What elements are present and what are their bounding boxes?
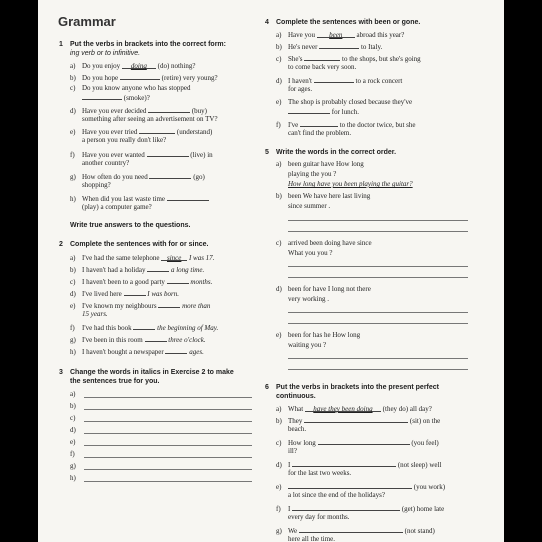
list-item: e) I've known my neighbours more than <box>70 302 211 310</box>
answer-blank[interactable] <box>167 194 209 201</box>
list-item: 15 years. <box>82 310 108 318</box>
answer-line[interactable] <box>288 277 468 278</box>
list-item: b) Do you hope (retire) very young? <box>70 74 218 82</box>
page-title: Grammar <box>58 14 116 29</box>
list-item: d) I've lived here I was born. <box>70 290 179 298</box>
list-item: c) How long (you feel) <box>276 439 439 447</box>
list-item: b) They (sit) on the <box>276 417 441 425</box>
answer-line[interactable] <box>84 445 252 446</box>
list-item: a) <box>70 390 76 398</box>
answer-blank[interactable] <box>292 460 396 467</box>
answer-blank[interactable] <box>304 416 408 423</box>
answer-line[interactable] <box>288 358 468 359</box>
left-column <box>58 0 268 542</box>
answer-blank[interactable] <box>133 323 155 330</box>
list-item: g) I've been in this room three o'clock. <box>70 336 206 344</box>
list-item: b) He's never to Italy. <box>276 43 383 51</box>
list-item: for ages. <box>288 85 313 93</box>
right-column <box>264 0 496 542</box>
answer-line[interactable] <box>84 469 252 470</box>
answer-line[interactable] <box>288 266 468 267</box>
answer-line[interactable] <box>84 481 252 482</box>
answer-blank[interactable] <box>299 526 403 533</box>
answer-blank[interactable] <box>314 76 354 83</box>
list-item: (play) a computer game? <box>82 203 152 211</box>
list-item: can't find the problem. <box>288 129 352 137</box>
answer-blank[interactable]: have they been doing <box>305 405 381 412</box>
list-item: for the last two weeks. <box>288 469 352 477</box>
exercise-5-header: 5 Write the words in the correct order. <box>265 149 397 156</box>
list-item: a person you really don't like? <box>82 136 167 144</box>
list-item: b) I haven't had a holiday a long time. <box>70 266 205 274</box>
answer-blank[interactable] <box>148 106 190 113</box>
answer-line[interactable] <box>84 433 252 434</box>
answer-line[interactable] <box>288 369 468 370</box>
list-item: shopping? <box>82 181 111 189</box>
exercise-6-header: 6 Put the verbs in brackets into the present perfect continuous. <box>265 384 439 400</box>
list-item: here all the time. <box>288 535 336 542</box>
list-item: f) I've had this book the beginning of May. <box>70 324 219 332</box>
answer-blank[interactable] <box>149 172 191 179</box>
list-item: to come back very soon. <box>288 63 357 71</box>
list-item: d) <box>70 426 76 434</box>
answer-blank[interactable] <box>304 54 340 61</box>
list-item: e) been for has he How long <box>276 331 361 339</box>
answer-line[interactable] <box>84 457 252 458</box>
list-item: something after seeing an advertisement on TV? <box>82 115 218 123</box>
list-item: e) (you work) <box>276 483 446 491</box>
list-item: a) been guitar have How long <box>276 160 364 168</box>
list-item: ill? <box>288 447 297 455</box>
answer-line[interactable] <box>84 421 252 422</box>
list-item: d) I (not sleep) well <box>276 461 442 469</box>
write-instruction: Write true answers to the questions. <box>70 222 191 229</box>
answer-line[interactable] <box>84 397 252 398</box>
list-item: for lunch. <box>288 107 359 117</box>
answer-line[interactable] <box>288 323 468 324</box>
list-item: playing the you ? <box>288 170 337 178</box>
list-item: a) Do you enjoy doing (do) nothing? <box>70 62 196 70</box>
answer-blank[interactable] <box>165 347 187 354</box>
list-item: d) been for have I long not there <box>276 285 371 293</box>
exercise-3-header: 3 Change the words in italics in Exercise 2 to make the sentences true for you. <box>59 369 234 385</box>
exercise-number: 1 <box>59 41 63 48</box>
answer-blank[interactable]: doing <box>122 62 156 69</box>
list-item: f) I've to the doctor twice, but she <box>276 121 416 129</box>
list-item: e) <box>70 438 76 446</box>
list-item: h) I haven't bought a newspaper ages. <box>70 348 204 356</box>
exercise-4-header: 4 Complete the sentences with been or gone. <box>265 19 421 26</box>
list-item: a) Have you been abroad this year? <box>276 31 405 39</box>
answer-blank[interactable] <box>120 73 160 80</box>
answer-blank[interactable] <box>167 277 189 284</box>
answer-blank[interactable] <box>319 42 359 49</box>
list-item: a) What have they been doing (they do) all day? <box>276 405 432 413</box>
answer-line[interactable] <box>288 220 468 221</box>
answer-blank[interactable] <box>288 107 330 114</box>
list-item: h) <box>70 474 76 482</box>
handwritten-answer[interactable]: How long have you been playing the guitar? <box>288 180 413 188</box>
answer-blank[interactable] <box>82 93 122 100</box>
answer-blank[interactable] <box>139 127 175 134</box>
answer-blank[interactable] <box>158 301 180 308</box>
list-item: another country? <box>82 159 130 167</box>
answer-blank[interactable] <box>318 438 410 445</box>
list-item: h) When did you last waste time <box>70 194 209 204</box>
list-item: waiting you ? <box>288 341 327 349</box>
exercise-1-header <box>59 40 226 58</box>
list-item: d) Have you ever decided (buy) <box>70 107 208 115</box>
answer-line[interactable] <box>84 409 252 410</box>
list-item: e) The shop is probably closed because they've <box>276 98 413 106</box>
list-item: very working . <box>288 295 330 303</box>
list-item: e) Have you ever tried (understand) <box>70 128 213 136</box>
list-item: b) <box>70 402 76 410</box>
list-item: c) Do you know anyone who has stopped <box>70 84 191 92</box>
exercise-2-header: 2 Complete the sentences with for or since. <box>59 241 209 248</box>
answer-blank[interactable] <box>147 265 169 272</box>
worksheet-page <box>38 0 504 542</box>
answer-blank[interactable] <box>147 150 189 157</box>
list-item: c) arrived been doing have since <box>276 239 372 247</box>
answer-blank[interactable] <box>124 289 146 296</box>
list-item: f) I (get) home late <box>276 505 445 513</box>
list-item: What you you ? <box>288 249 333 257</box>
answer-line[interactable] <box>288 231 468 232</box>
list-item: every day for months. <box>288 513 350 521</box>
list-item: a) I've had the same telephone since I was 17. <box>70 254 215 262</box>
list-item: b) been We have here last living <box>276 192 371 200</box>
list-item: f) <box>70 450 75 458</box>
list-item: g) <box>70 462 76 470</box>
list-item: c) I haven't been to a good party months. <box>70 278 213 286</box>
answer-blank[interactable]: been <box>317 31 355 38</box>
list-item: beach. <box>288 425 307 433</box>
answer-line[interactable] <box>288 312 468 313</box>
list-item: since summer . <box>288 202 331 210</box>
answer-blank[interactable] <box>300 120 338 127</box>
exercise-instruction: ing verb or to infinitive. <box>70 50 141 57</box>
list-item: a lot since the end of the holidays? <box>288 491 385 499</box>
answer-blank[interactable]: since <box>161 254 187 261</box>
list-item: (smoke)? <box>82 93 150 103</box>
list-item: c) She's to the shops, but she's going <box>276 55 421 63</box>
list-item: f) Have you ever wanted (live) in <box>70 151 213 159</box>
list-item: c) <box>70 414 76 422</box>
list-item: g) How often do you need (go) <box>70 173 205 181</box>
answer-blank[interactable] <box>292 504 400 511</box>
list-item: d) I haven't to a rock concert <box>276 77 403 85</box>
answer-blank[interactable] <box>288 482 412 489</box>
exercise-instruction: Put the verbs in brackets into the correct form: <box>70 41 226 48</box>
list-item: g) We (not stand) <box>276 527 435 535</box>
answer-blank[interactable] <box>145 335 167 342</box>
